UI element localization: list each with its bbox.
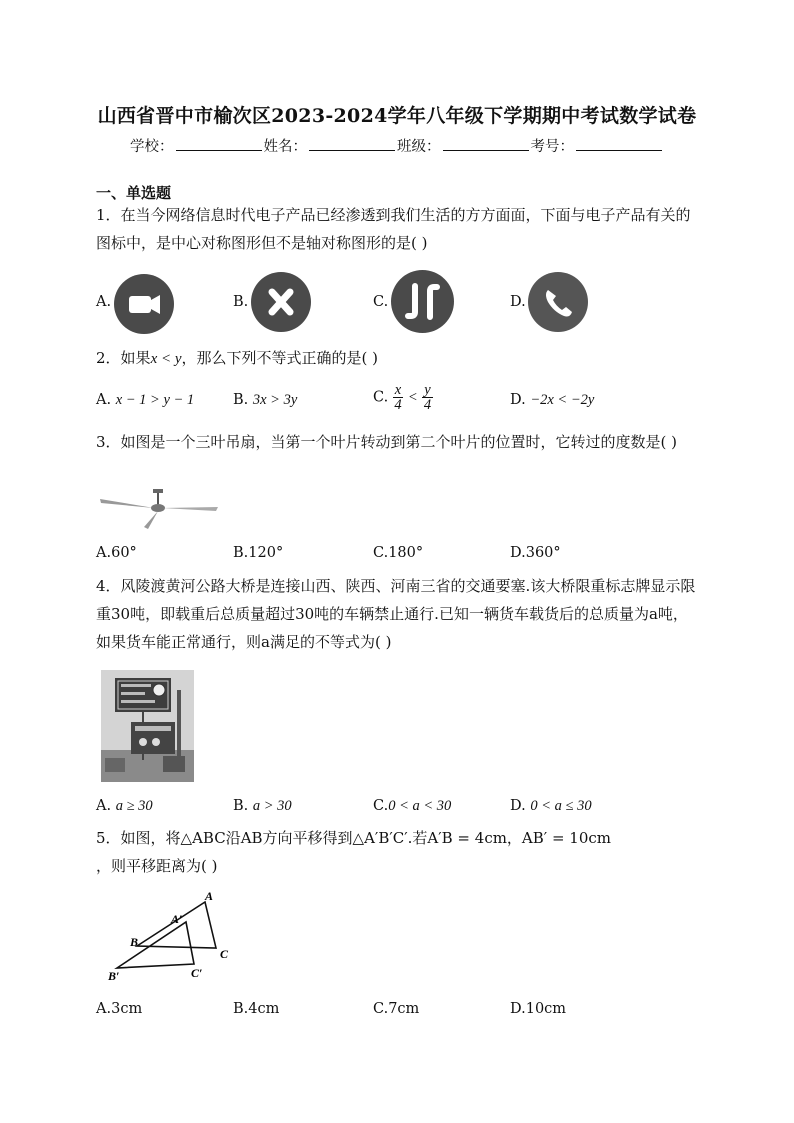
- option-b[interactable]: B. 3x > 3y: [233, 392, 298, 408]
- student-info-line: [0, 135, 794, 156]
- condition-expression: x < y: [150, 351, 182, 367]
- question-number: 3．: [96, 433, 121, 451]
- exam-title: 山西省晋中市榆次区2023-2024学年八年级下学期期中考试数学试卷: [97, 105, 697, 127]
- label-a: A: [205, 889, 214, 903]
- name-blank[interactable]: [309, 138, 395, 151]
- option-c[interactable]: C.7cm: [373, 1001, 420, 1017]
- label-a-prime: A′: [171, 912, 183, 926]
- exam-number-label: 考号：: [530, 139, 574, 155]
- question-number: 2．: [96, 349, 121, 367]
- question-number: 1．: [96, 206, 121, 224]
- option-b[interactable]: B. a > 30: [233, 798, 292, 814]
- option-a-label[interactable]: A.: [96, 294, 112, 310]
- question-number: 5．: [96, 829, 121, 847]
- option-c[interactable]: C.0 < a < 30: [373, 798, 452, 814]
- question-3: [96, 428, 696, 456]
- option-c-label[interactable]: C.: [373, 294, 389, 310]
- section-title: 一、单选题: [96, 184, 172, 202]
- option-d[interactable]: D. 0 < a ≤ 30: [510, 798, 592, 814]
- label-b: B: [130, 935, 139, 949]
- translation-figure: [104, 888, 234, 984]
- label-c: C: [220, 947, 229, 961]
- question-5: [96, 824, 736, 880]
- option-d[interactable]: D.360°: [510, 545, 561, 561]
- class-label: 班级：: [397, 139, 441, 155]
- question-2: [96, 344, 696, 373]
- option-a[interactable]: A.3cm: [96, 1001, 143, 1017]
- video-camera-icon[interactable]: [114, 274, 174, 334]
- option-b-label[interactable]: B.: [233, 294, 249, 310]
- option-a[interactable]: A. a ≥ 30: [96, 798, 153, 814]
- question-text: 在当今网络信息时代电子产品已经渗透到我们生活的方方面面，下面与电子产品有关的图标中，是中心对称图形但不是轴对称图形的是( ): [96, 206, 691, 252]
- option-d-label[interactable]: D.: [510, 294, 526, 310]
- option-a[interactable]: A. x − 1 > y − 1: [96, 392, 195, 408]
- option-d[interactable]: D.10cm: [510, 1001, 567, 1017]
- ceiling-fan-image: [98, 487, 220, 531]
- question-text-line1: 如图，将△ABC沿AB方向平移得到△A′B′C′.若A′B = 4cm，AB′ = 10cm: [120, 829, 612, 847]
- exam-number-blank[interactable]: [576, 138, 662, 151]
- phone-icon[interactable]: [528, 272, 588, 332]
- question-text: 风陵渡黄河公路大桥是连接山西、陕西、河南三省的交通要塞.该大桥限重标志牌显示限重30吨，即载重后总质量超过30吨的车辆禁止通行.已知一辆货车载货后的总质量为a吨，如果货车能正常通行，则a满足的不等式为( ): [96, 577, 696, 651]
- option-c[interactable]: C.180°: [373, 545, 424, 561]
- question-text-line2: ，则平移距离为( ): [96, 857, 218, 875]
- option-d[interactable]: D. −2x < −2y: [510, 392, 595, 408]
- close-x-icon[interactable]: [251, 272, 311, 332]
- fraction-left: $\frac{x}{4}$: [394, 382, 402, 413]
- option-c[interactable]: C. $\frac{x}{4}$ < $\frac{y}{4}$: [373, 382, 432, 413]
- question-text-suffix: ，那么下列不等式正确的是( ): [181, 349, 378, 367]
- name-label: 姓名：: [263, 139, 307, 155]
- bridge-sign-photo: [101, 670, 194, 782]
- school-label: 学校：: [130, 139, 174, 155]
- school-blank[interactable]: [176, 138, 262, 151]
- fraction-right: $\frac{y}{4}$: [423, 382, 432, 413]
- question-number: 4．: [96, 577, 121, 595]
- transfer-arrows-icon[interactable]: [391, 270, 454, 333]
- class-blank[interactable]: [443, 138, 529, 151]
- label-c-prime: C′: [191, 966, 203, 980]
- option-b[interactable]: B.4cm: [233, 1001, 280, 1017]
- label-b-prime: B′: [108, 969, 120, 983]
- question-text-prefix: 如果: [120, 349, 151, 367]
- question-4: [96, 572, 696, 656]
- question-text: 如图是一个三叶吊扇，当第一个叶片转动到第二个叶片的位置时，它转过的度数是( ): [120, 433, 678, 451]
- option-b[interactable]: B.120°: [233, 545, 284, 561]
- option-a[interactable]: A.60°: [96, 545, 137, 561]
- question-1: [96, 201, 696, 257]
